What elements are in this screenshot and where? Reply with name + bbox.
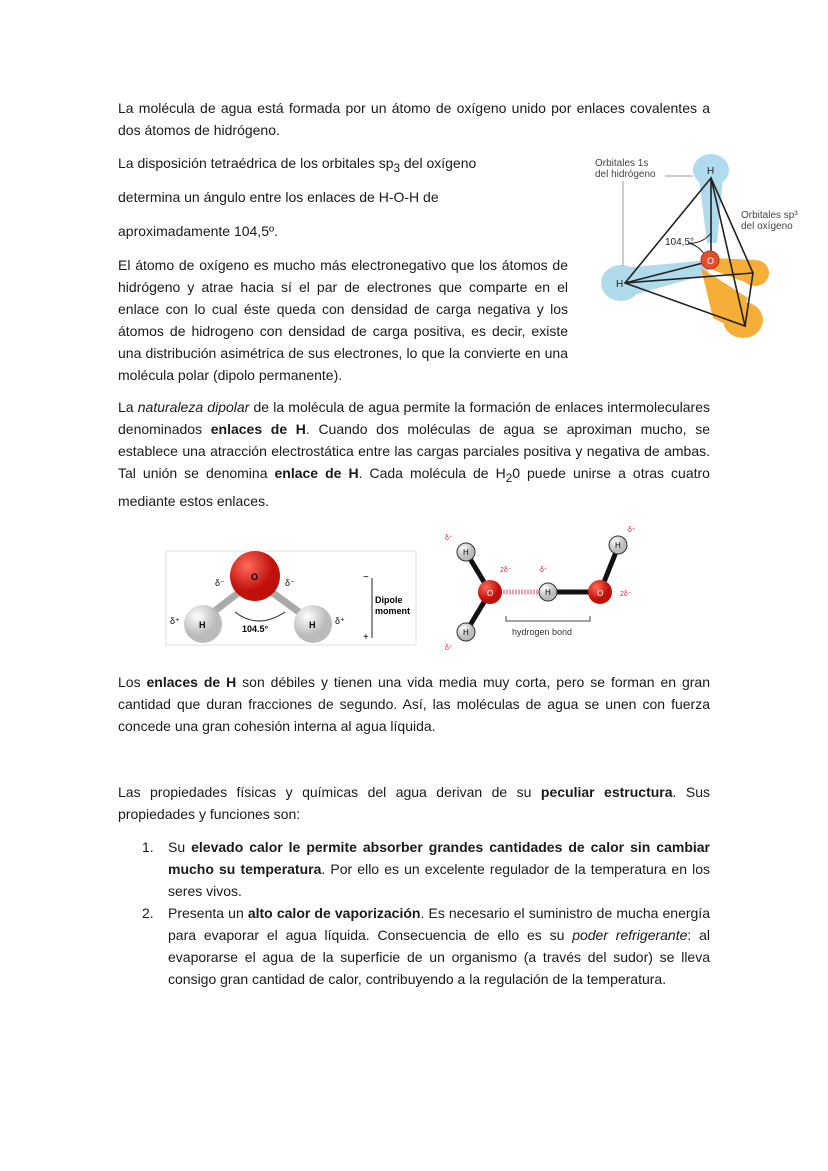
text: : al evaporarse el agua de la superficie de un organismo (a través del sudor) se lleva consigo gran cantidad de calor, contribuyendo a la regulación de la temperatura. [168,927,710,987]
hydrogen-label: H [615,541,621,550]
oxygen-orbital-label: Orbitales sp³ [741,210,798,221]
hydrogen-label: H [199,620,206,630]
tetrahedral-paragraph [118,152,568,180]
delta-2minus: 2δ⁻ [500,567,512,574]
hydrogen-bond-figure [440,522,655,652]
text: . Es necesario el suministro de mucha energía para evaporar el agua líquida. Consecuencia de ello es su [168,905,710,943]
text: Los [118,674,147,690]
weak-bonds-paragraph [118,671,710,737]
electronegativity-paragraph: El átomo de oxígeno es mucho más electronegativo que los átomos de hidrógeno y atrae hacia sí el par de electrones que comparte en el enlace con lo cual éste queda con densidad de carga negativa y los átomos de hidrogeno con densidad de carga positiva, es decir, existe una distribución asimétrica de sus electrones, lo que la convierte en una molécula polar (dipolo permanente). [118,257,568,383]
properties-paragraph [118,781,710,825]
minus-sign: − [363,572,369,583]
bond-bracket [506,616,590,621]
angle-paragraph: determina un ángulo entre los enlaces de H-O-H de [118,189,439,205]
water-dipole-figure [165,548,417,648]
list-number: 1. [142,839,154,855]
bold-text: elevado calor le permite absorber grandes cantidades de calor sin cambiar mucho su temperatura [168,839,710,877]
delta-plus: δ⁺ [170,616,180,626]
italic-text: poder refrigerante [572,927,688,943]
angle-arc [235,612,285,621]
hydrogen-label: H [545,588,551,597]
plus-sign: + [363,632,369,643]
dipole-label: moment [375,606,411,616]
hydrogen-orbital-label: Orbitales 1s [595,158,649,169]
oxygen-label: O [597,589,604,598]
text: 0 puede unirse a otras cuatro mediante estos enlaces. [118,465,710,509]
delta-minus: δ⁻ [215,578,225,588]
bold-text: enlace de H [274,465,359,481]
delta-plus: δ⁺ [335,616,345,626]
delta-plus: δ⁺ [445,645,453,652]
hydrogen-orbital-label: del hidrógeno [595,169,656,180]
tetrahedral-orbital-figure [583,148,813,343]
intro-paragraph: La molécula de agua está formada por un átomo de oxígeno unido por enlaces covalentes a dos átomos de hidrógeno. [118,100,710,138]
hydrogen-bond-label: hydrogen bond [512,627,573,637]
list-number: 2. [142,905,154,921]
text: Su [168,839,192,855]
text: . Cuando dos moléculas de agua se aproximan mucho, se establece una atracción electrostática entre las cargas parciales positiva y negativa de ambas. Tal unión se denomina [118,421,710,481]
bold-text: enlaces de H [146,674,237,690]
dipole-label: Dipole [375,595,403,605]
subscript: 3 [393,161,400,175]
text: del oxígeno [399,155,477,171]
bold-text: enlaces de H [210,421,306,437]
angle-label: 104.5° [242,624,269,634]
text: . Por ello es un excelente regulador de la temperatura en los seres vivos. [168,861,710,899]
text: . Cada molécula de H [358,465,506,481]
text: Las propiedades físicas y químicas del agua derivan de su [118,784,541,800]
properties-list [142,836,710,990]
oxygen-label: O [487,589,494,598]
italic-text: naturaleza dipolar [137,399,250,415]
delta-minus: δ⁻ [285,578,295,588]
delta-plus: δ⁺ [628,527,636,534]
hydrogen-label: H [463,548,469,557]
bold-text: alto calor de vaporización [247,905,421,921]
text: La [118,399,138,415]
delta-plus: δ⁺ [445,535,453,542]
oxygen-orbital-label: del oxígeno [741,221,793,232]
subscript: 2 [505,471,513,485]
hydrogen-label: H [707,166,715,177]
hydrogen-label: H [616,279,624,290]
hydrogen-label: H [463,628,469,637]
oxygen-orbitals [701,258,769,338]
delta-2minus: 2δ⁻ [620,591,632,598]
bold-text: peculiar estructura [540,784,673,800]
list-item [142,902,710,990]
hydrogen-label: H [309,620,316,630]
text: son débiles y tienen una vida media muy corta, pero se forman en gran cantidad que duran fracciones de segundo. Así, las moléculas de agua se unen con fuerza concede una gran cohesión interna al agua líquida. [118,674,710,734]
list-item [142,836,710,902]
angle-value-paragraph: aproximadamente 104,5º. [118,223,278,239]
text: . Sus propiedades y funciones son: [118,784,710,822]
oxygen-label: O [707,256,715,266]
angle-label: 104,5° [665,237,695,248]
oxygen-label: O [251,572,259,582]
text: Presenta un [168,905,248,921]
text: La disposición tetraédrica de los orbitales sp [118,155,394,171]
delta-plus: δ⁺ [540,567,548,574]
text: de la molécula de agua permite la formación de enlaces intermoleculares denominados [118,399,710,437]
hydrogen-bond-paragraph [118,396,710,512]
